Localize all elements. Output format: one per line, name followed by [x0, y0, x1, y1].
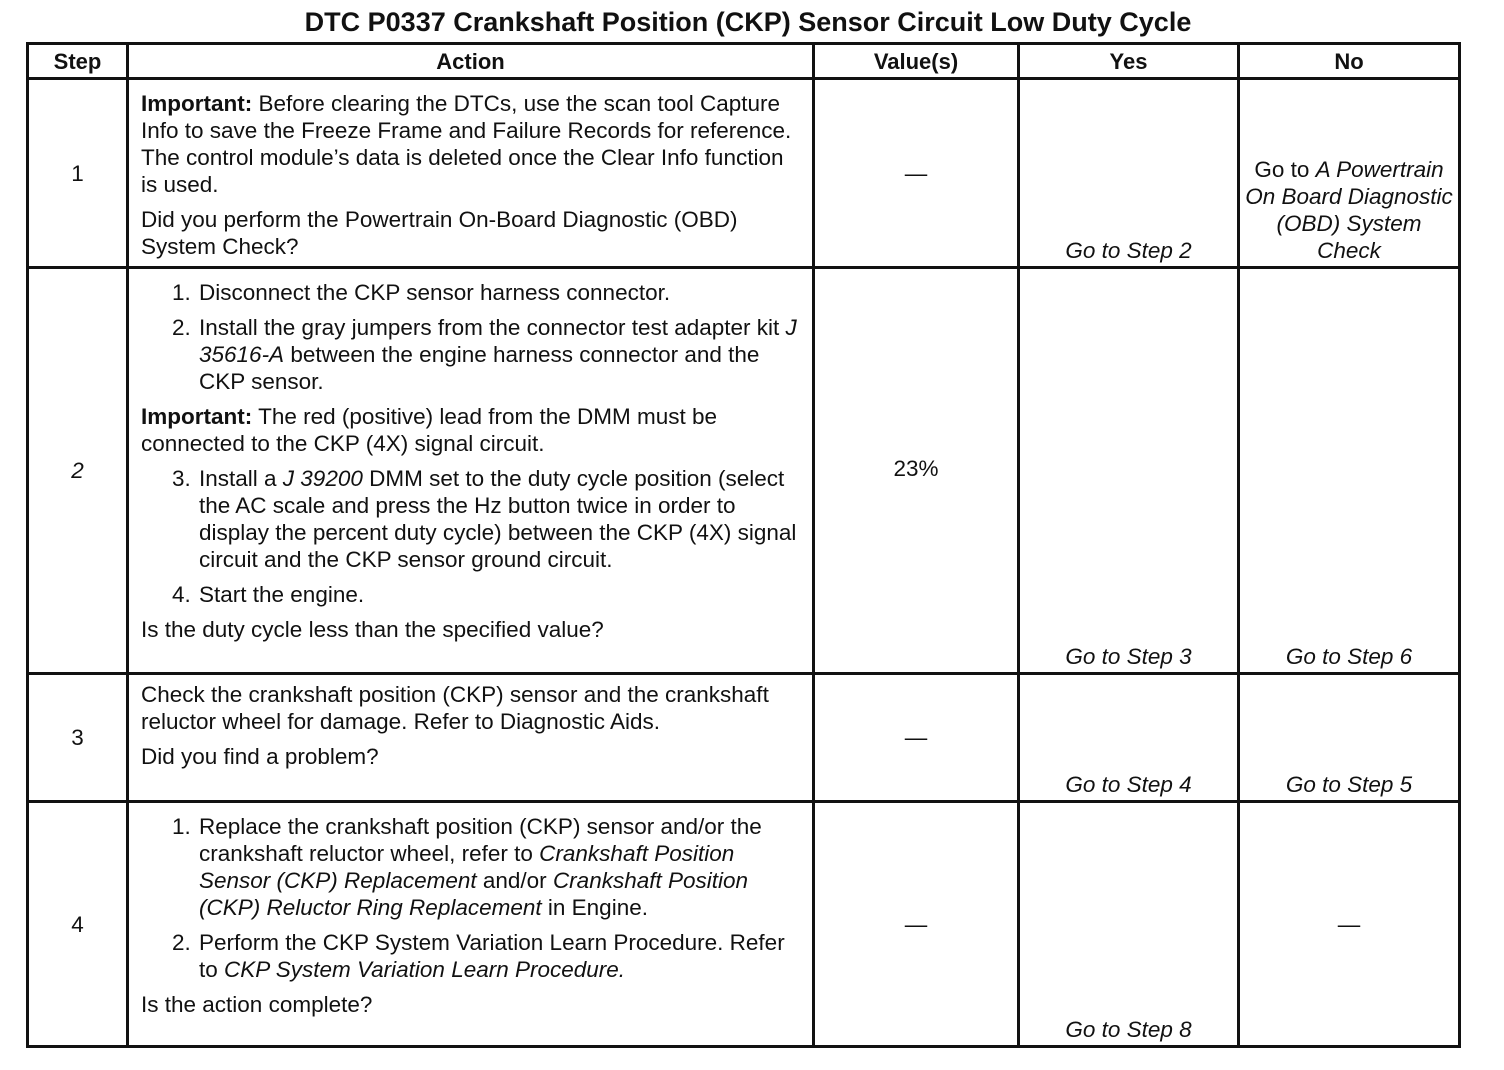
list-item-text: Replace the crankshaft position (CKP) sensor and/or the crankshaft reluctor wheel, refer to [199, 814, 762, 866]
list-item-text: and/or [476, 868, 553, 893]
list-item [197, 314, 798, 395]
important-text: Before clearing the DTCs, use the scan tool Capture Info to save the Freeze Frame and Failure Records for reference. The control module’s data is deleted once the Clear Info function is used. [141, 91, 792, 197]
list-item [197, 813, 798, 921]
list-item-text: between the engine harness connector and the CKP sensor. [199, 342, 760, 394]
header-values: Value(s) [814, 44, 1019, 79]
instruction-text: Check the crankshaft position (CKP) sensor and the crankshaft reluctor wheel for damage. Refer to Diagnostic Aids. [141, 682, 769, 734]
procedure-list [141, 465, 798, 608]
yes-link[interactable]: Go to Step 3 [1019, 268, 1239, 674]
table-header-row [28, 44, 1460, 79]
question: Did you find a problem? [141, 744, 379, 769]
step-number: 3 [28, 674, 128, 802]
important-label: Important: [141, 91, 253, 116]
table-row-step-2 [28, 268, 1460, 674]
list-item: 1. Disconnect the CKP sensor harness connector. [197, 279, 798, 306]
header-no: No [1239, 44, 1460, 79]
value-cell: — [814, 802, 1019, 1047]
question: Did you perform the Powertrain On-Board Diagnostic (OBD) System Check? [141, 207, 738, 259]
action-cell [128, 79, 814, 268]
question: Is the duty cycle less than the specified value? [141, 617, 604, 642]
important-text: The red (positive) lead from the DMM must be connected to the CKP (4X) signal circuit. [141, 404, 718, 456]
value-cell: — [814, 79, 1019, 268]
important-note [141, 403, 798, 457]
list-item-text: DMM set to the duty cycle position (select the AC scale and press the Hz button twice in order to display the percent duty cycle) between the CKP (4X) signal circuit and the CKP sensor ground circuit. [199, 466, 797, 572]
document-reference: CKP System Variation Learn Procedure. [224, 957, 626, 982]
procedure-list [141, 813, 798, 983]
header-yes: Yes [1019, 44, 1239, 79]
page-title: DTC P0337 Crankshaft Position (CKP) Sensor Circuit Low Duty Cycle [304, 7, 1192, 37]
tool-reference: J 35616-A [199, 315, 797, 367]
yes-link[interactable]: Go to Step 4 [1019, 674, 1239, 802]
table-row-step-3 [28, 674, 1460, 802]
action-cell [128, 674, 814, 802]
question: Is the action complete? [141, 992, 373, 1017]
important-note [141, 90, 798, 198]
document-reference: Crankshaft Position (CKP) Reluctor Ring Replacement [199, 868, 749, 920]
table-row-step-1 [28, 79, 1460, 268]
value-cell: — [814, 674, 1019, 802]
list-item-text: Perform the CKP System Variation Learn Procedure. Refer to [199, 930, 785, 982]
list-item-text: Install the gray jumpers from the connector test adapter kit [199, 315, 786, 340]
list-item [197, 465, 798, 573]
yes-link[interactable]: Go to Step 2 [1019, 79, 1239, 268]
header-action: Action [128, 44, 814, 79]
list-item [197, 929, 798, 983]
step-number: 1 [28, 79, 128, 268]
action-cell [128, 802, 814, 1047]
important-label: Important: [141, 404, 253, 429]
action-cell [128, 268, 814, 674]
step-number: 4 [28, 802, 128, 1047]
step-number: 2 [28, 268, 128, 674]
no-cell: — [1239, 802, 1460, 1047]
no-link[interactable] [1239, 79, 1460, 268]
list-item: 4. Start the engine. [197, 581, 798, 608]
header-step: Step [28, 44, 128, 79]
no-link[interactable]: Go to Step 5 [1239, 674, 1460, 802]
diagnostic-table [26, 42, 1461, 1048]
procedure-list [141, 279, 798, 395]
list-item-text: in Engine. [541, 895, 648, 920]
no-link-prefix: Go to [1254, 157, 1316, 182]
no-link[interactable]: Go to Step 6 [1239, 268, 1460, 674]
tool-reference: J 39200 [282, 466, 363, 491]
yes-link[interactable]: Go to Step 8 [1019, 802, 1239, 1047]
table-row-step-4 [28, 802, 1460, 1047]
list-item-text: Install a [199, 466, 283, 491]
value-cell: 23% [814, 268, 1019, 674]
no-link-target: A Powertrain On Board Diagnostic (OBD) System Check [1245, 157, 1453, 263]
document-reference: Crankshaft Position Sensor (CKP) Replacement [199, 841, 735, 893]
